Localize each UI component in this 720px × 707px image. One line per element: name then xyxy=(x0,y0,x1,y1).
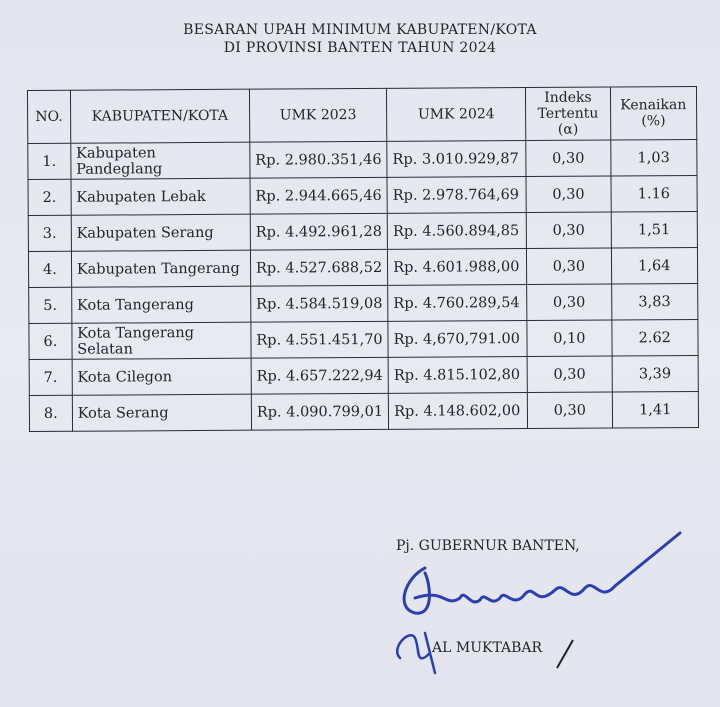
cell-no: 3. xyxy=(28,215,71,251)
cell-kabupaten-kota: Kota Serang xyxy=(72,394,251,431)
table-row xyxy=(28,211,697,251)
cell-kenaikan: 2.62 xyxy=(611,319,698,356)
cell-no: 5. xyxy=(29,287,72,323)
table-row xyxy=(28,247,697,287)
cell-kenaikan: 3,39 xyxy=(612,355,699,392)
cell-umk-2023: Rp. 4.492.961,28 xyxy=(250,213,387,250)
cell-kabupaten-kota: Kabupaten Lebak xyxy=(71,178,250,215)
cell-umk-2024: Rp. 4.560.894,85 xyxy=(387,213,526,250)
header-kabupaten-kota: KABUPATEN/KOTA xyxy=(70,89,249,143)
table-row xyxy=(29,391,698,431)
cell-indeks: 0,30 xyxy=(526,140,610,177)
cell-kabupaten-kota: Kabupaten Serang xyxy=(71,214,250,251)
cell-kabupaten-kota: Kota Cilegon xyxy=(72,358,251,395)
cell-indeks: 0,30 xyxy=(526,212,610,249)
cell-kabupaten-kota: Kota Tangerang Selatan xyxy=(72,322,251,359)
header-kenaikan: Kenaikan (%) xyxy=(610,86,697,140)
cell-kabupaten-kota: Kabupaten Pandeglang xyxy=(71,142,250,179)
table-header-row xyxy=(27,86,696,143)
header-umk-2024: UMK 2024 xyxy=(387,88,526,142)
cell-umk-2023: Rp. 4.657.222,94 xyxy=(251,357,388,394)
cell-indeks: 0,10 xyxy=(527,320,611,357)
cell-no: 7. xyxy=(29,359,72,395)
header-umk-2023: UMK 2023 xyxy=(249,88,387,142)
header-indeks-tertentu: Indeks Tertentu (α) xyxy=(526,87,611,141)
cell-indeks: 0,30 xyxy=(528,392,612,429)
cell-indeks: 0,30 xyxy=(526,176,610,213)
cell-kabupaten-kota: Kota Tangerang xyxy=(71,286,250,323)
header-no: NO. xyxy=(27,90,70,143)
cell-umk-2024: Rp. 2.978.764,69 xyxy=(387,177,526,214)
cell-umk-2023: Rp. 4.551.451,70 xyxy=(251,321,388,358)
cell-kenaikan: 3,83 xyxy=(611,283,698,320)
cell-no: 2. xyxy=(28,179,71,215)
cell-no: 8. xyxy=(29,395,72,431)
cell-kabupaten-kota: Kabupaten Tangerang xyxy=(71,250,250,287)
table-row xyxy=(28,175,697,215)
cell-no: 6. xyxy=(29,323,72,359)
cell-indeks: 0,30 xyxy=(527,284,611,321)
cell-kenaikan: 1,64 xyxy=(611,247,698,284)
table-row xyxy=(28,139,697,179)
table-row xyxy=(29,283,698,323)
cell-kenaikan: 1,03 xyxy=(610,139,697,176)
cell-kenaikan: 1.16 xyxy=(611,175,698,212)
cell-umk-2024: Rp. 4.148.602,00 xyxy=(388,392,527,429)
document-title-line2: DI PROVINSI BANTEN TAHUN 2024 xyxy=(223,40,497,56)
cell-no: 1. xyxy=(28,143,71,179)
umk-table xyxy=(27,86,699,432)
table-row xyxy=(29,355,698,395)
cell-umk-2023: Rp. 2.980.351,46 xyxy=(250,141,387,178)
cell-umk-2023: Rp. 2.944.665,46 xyxy=(250,177,387,214)
cell-umk-2024: Rp. 4.601.988,00 xyxy=(388,248,527,285)
signature-office: Pj. GUBERNUR BANTEN, xyxy=(396,538,580,554)
cell-umk-2024: Rp. 4.760.289,54 xyxy=(388,284,527,321)
table-row xyxy=(29,319,698,359)
cell-umk-2024: Rp. 4.815.102,80 xyxy=(388,356,527,393)
signature-name: AL MUKTABAR xyxy=(432,640,543,656)
cell-indeks: 0,30 xyxy=(527,248,611,285)
cell-umk-2024: Rp. 4,670,791.00 xyxy=(388,320,527,357)
cell-indeks: 0,30 xyxy=(527,356,611,393)
cell-no: 4. xyxy=(28,251,71,287)
cell-umk-2024: Rp. 3.010.929,87 xyxy=(387,141,526,178)
cell-kenaikan: 1,41 xyxy=(612,391,699,428)
document-title-line1: BESARAN UPAH MINIMUM KABUPATEN/KOTA xyxy=(183,22,537,38)
cell-umk-2023: Rp. 4.584.519,08 xyxy=(251,285,388,322)
cell-umk-2023: Rp. 4.090.799,01 xyxy=(251,393,388,430)
cell-umk-2023: Rp. 4.527.688,52 xyxy=(250,249,387,286)
cell-kenaikan: 1,51 xyxy=(611,211,698,248)
